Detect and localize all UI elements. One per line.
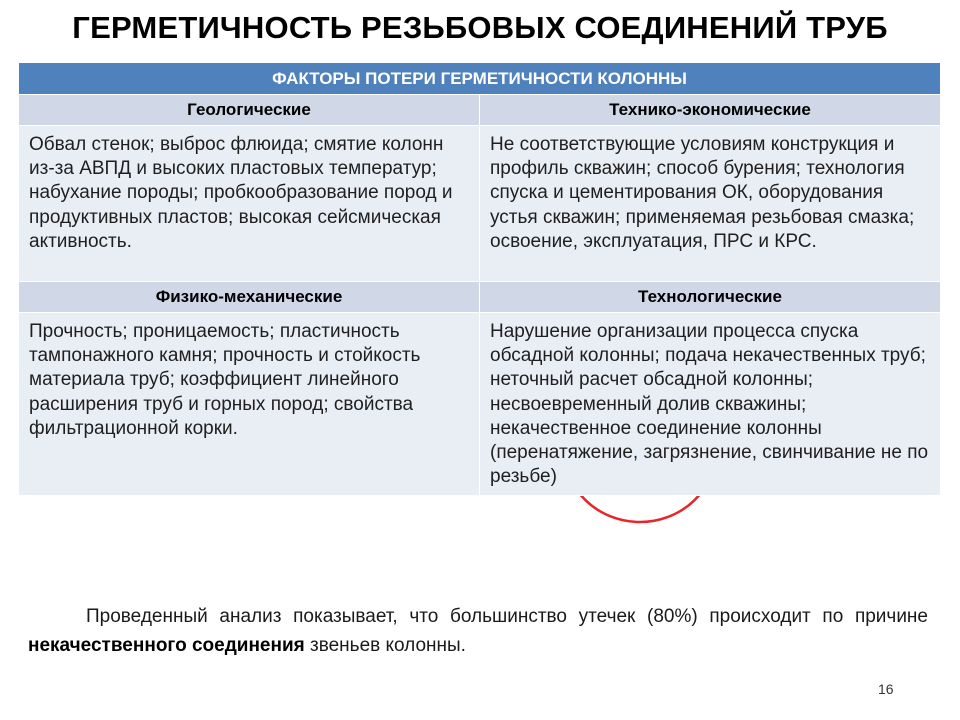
physical-mechanical-factors-cell: Прочность; проницаемость; пластичность тампонажного камня; прочность и стойкость материала труб; коэффициент линейного расширения труб и горных пород; свойства фильтрационной корки.: [19, 313, 480, 496]
technological-factors-cell: Нарушение организации процесса спуска обсадной колонны; подача некачественных труб; неточный расчет обсадной колонны; несвоевременный долив скважины; некачественное соединение колонны (перенатяжение, загрязнение, свинчивание не по резьбе): [480, 313, 941, 496]
technical-economic-factors-cell: Не соответствующие условиям конструкция и профиль скважин; способ бурения; технология спуска и цементирования ОК, оборудования устья скважин; применяемая резьбовая смазка; освоение, эксплуатация, ПРС и КРС.: [480, 126, 941, 282]
conclusion-paragraph: [28, 602, 928, 660]
conclusion-text-end: звеньев колонны.: [304, 635, 466, 656]
category-technical-economic: Технико-экономические: [480, 95, 941, 126]
category-physical-mechanical: Физико-механические: [19, 282, 480, 313]
geological-factors-cell: Обвал стенок; выброс флюида; смятие колонн из-за АВПД и высоких пластовых температур; набухание породы; пробкообразование пород и продуктивных пластов; высокая сейсмическая активность.: [19, 126, 480, 282]
slide-title: ГЕРМЕТИЧНОСТЬ РЕЗЬБОВЫХ СОЕДИНЕНИЙ ТРУБ: [72, 10, 888, 45]
page-number: 16: [878, 681, 894, 697]
conclusion-emphasis: некачественного соединения: [28, 635, 305, 656]
conclusion-text-start: Проведенный анализ показывает, что большинство утечек (80%) происходит по причине: [86, 606, 928, 627]
factors-table: [18, 62, 941, 496]
category-geological: Геологические: [19, 95, 480, 126]
table-header: ФАКТОРЫ ПОТЕРИ ГЕРМЕТИЧНОСТИ КОЛОННЫ: [19, 63, 941, 95]
category-technological: Технологические: [480, 282, 941, 313]
